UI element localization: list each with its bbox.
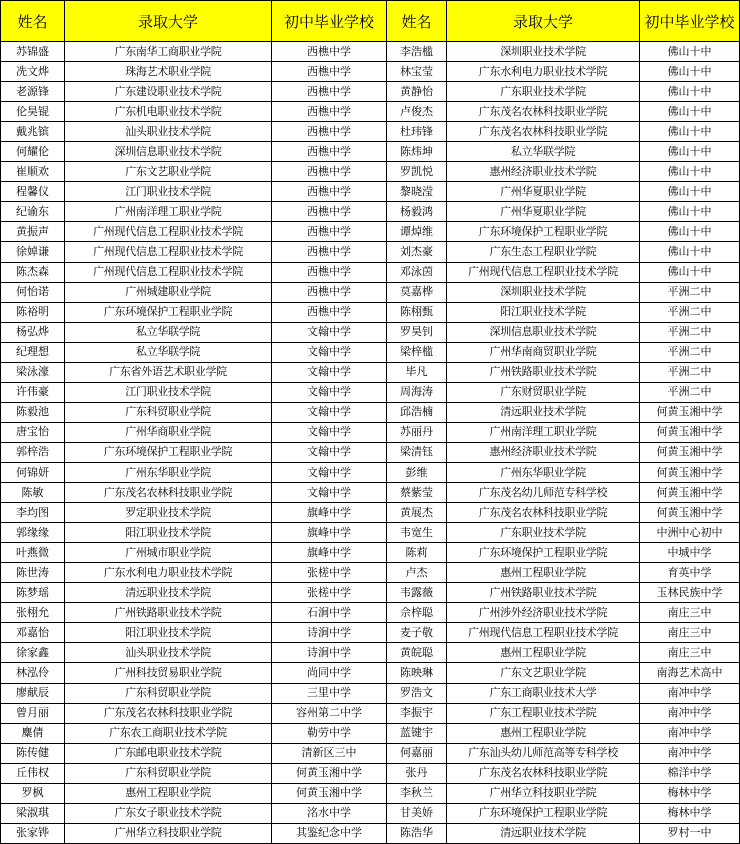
university-cell: 惠州经济职业技术学院 <box>447 162 640 182</box>
university-cell: 广东建设职业技术学院 <box>65 82 272 102</box>
university-cell: 广东环境保护工程职业学院 <box>447 222 640 242</box>
middle-school-cell: 佛山十中 <box>640 102 740 122</box>
university-cell: 广东茂名农林科技职业学院 <box>65 483 272 503</box>
middle-school-cell: 三里中学 <box>272 683 387 703</box>
student-name-cell: 陈映琳 <box>387 663 447 683</box>
student-name-cell: 麋倩 <box>1 723 65 743</box>
university-cell: 惠州工程职业学院 <box>447 723 640 743</box>
student-name-cell: 黄静怡 <box>387 82 447 102</box>
middle-school-cell: 西樵中学 <box>272 282 387 302</box>
university-cell: 广东职业技术学院 <box>447 82 640 102</box>
university-cell: 深圳职业技术学院 <box>447 42 640 62</box>
student-name-cell: 周海涛 <box>387 382 447 402</box>
middle-school-cell: 平洲二中 <box>640 342 740 362</box>
university-cell: 广州华立科技职业学院 <box>65 823 272 843</box>
university-cell: 广州城市职业学院 <box>65 543 272 563</box>
student-name-cell: 郭缘缘 <box>1 523 65 543</box>
university-cell: 广东职业技术学院 <box>447 523 640 543</box>
student-name-cell: 毕凡 <box>387 362 447 382</box>
student-name-cell: 张丹 <box>387 763 447 783</box>
university-cell: 广东文艺职业学院 <box>65 162 272 182</box>
table-row <box>1 122 740 142</box>
header-middle-school: 初中毕业学校 <box>640 1 740 42</box>
student-name-cell: 曾月丽 <box>1 703 65 723</box>
university-cell: 广东茂名农林科技职业学院 <box>447 763 640 783</box>
middle-school-cell: 西樵中学 <box>272 42 387 62</box>
middle-school-cell: 石涧中学 <box>272 603 387 623</box>
student-name-cell: 苏锦盛 <box>1 42 65 62</box>
university-cell: 广东茂名农林科技职业学院 <box>447 102 640 122</box>
student-name-cell: 甘美娇 <box>387 803 447 823</box>
table-row <box>1 142 740 162</box>
middle-school-cell: 南海艺术高中 <box>640 663 740 683</box>
middle-school-cell: 西樵中学 <box>272 102 387 122</box>
table-row <box>1 42 740 62</box>
student-name-cell: 李均图 <box>1 503 65 523</box>
university-cell: 广东文艺职业学院 <box>447 663 640 683</box>
table-row <box>1 422 740 442</box>
header-university: 录取大学 <box>65 1 272 42</box>
middle-school-cell: 尚同中学 <box>272 663 387 683</box>
table-row <box>1 803 740 823</box>
student-name-cell: 韦露薇 <box>387 583 447 603</box>
table-row <box>1 763 740 783</box>
student-name-cell: 张家铧 <box>1 823 65 843</box>
university-cell: 惠州工程职业学院 <box>447 643 640 663</box>
middle-school-cell: 棉洋中学 <box>640 763 740 783</box>
table-row <box>1 823 740 843</box>
student-name-cell: 卢俊杰 <box>387 102 447 122</box>
student-name-cell: 陈传健 <box>1 743 65 763</box>
table-row <box>1 302 740 322</box>
university-cell: 广东邮电职业技术学院 <box>65 743 272 763</box>
university-cell: 广东女子职业技术学院 <box>65 803 272 823</box>
middle-school-cell: 何黄玉湘中学 <box>640 402 740 422</box>
student-name-cell: 杜玮锋 <box>387 122 447 142</box>
student-name-cell: 罗浩文 <box>387 683 447 703</box>
student-name-cell: 丘伟权 <box>1 763 65 783</box>
table-row <box>1 643 740 663</box>
student-name-cell: 陈莉 <box>387 543 447 563</box>
student-name-cell: 黎晓滢 <box>387 182 447 202</box>
middle-school-cell: 何黄玉湘中学 <box>640 442 740 462</box>
student-name-cell: 陈梦瑶 <box>1 583 65 603</box>
student-name-cell: 罗凯悦 <box>387 162 447 182</box>
university-cell: 私立华联学院 <box>65 342 272 362</box>
student-name-cell: 陈敏 <box>1 483 65 503</box>
university-cell: 惠州经济职业技术学院 <box>447 442 640 462</box>
university-cell: 广东环境保护工程职业学院 <box>447 803 640 823</box>
middle-school-cell: 佛山十中 <box>640 242 740 262</box>
middle-school-cell: 南冲中学 <box>640 683 740 703</box>
university-cell: 广州城建职业学院 <box>65 282 272 302</box>
university-cell: 广州华商职业学院 <box>65 422 272 442</box>
student-name-cell: 叶燕微 <box>1 543 65 563</box>
university-cell: 广州华夏职业学院 <box>447 202 640 222</box>
student-name-cell: 陈毅池 <box>1 402 65 422</box>
table-row <box>1 563 740 583</box>
table-row <box>1 382 740 402</box>
middle-school-cell: 西樵中学 <box>272 122 387 142</box>
table-row <box>1 262 740 282</box>
table-row <box>1 282 740 302</box>
university-cell: 广东环境保护工程职业学院 <box>447 543 640 563</box>
student-name-cell: 陈浩华 <box>387 823 447 843</box>
student-name-cell: 纪谕东 <box>1 202 65 222</box>
middle-school-cell: 何黄玉湘中学 <box>640 483 740 503</box>
student-name-cell: 彭维 <box>387 462 447 482</box>
university-cell: 江门职业技术学院 <box>65 182 272 202</box>
middle-school-cell: 西樵中学 <box>272 262 387 282</box>
university-cell: 广州铁路职业技术学院 <box>65 603 272 623</box>
student-name-cell: 蓝键宇 <box>387 723 447 743</box>
university-cell: 广州现代信息工程职业技术学院 <box>447 262 640 282</box>
student-name-cell: 邓嘉怡 <box>1 623 65 643</box>
student-name-cell: 戴兆镔 <box>1 122 65 142</box>
student-name-cell: 罗昊钊 <box>387 322 447 342</box>
student-name-cell: 何怡诺 <box>1 282 65 302</box>
university-cell: 广东水利电力职业技术学院 <box>447 62 640 82</box>
middle-school-cell: 南庄三中 <box>640 643 740 663</box>
university-cell: 清远职业技术学院 <box>447 402 640 422</box>
middle-school-cell: 张槎中学 <box>272 583 387 603</box>
student-name-cell: 黄振声 <box>1 222 65 242</box>
table-body <box>1 42 740 844</box>
student-name-cell: 罗枫 <box>1 783 65 803</box>
header-middle-school: 初中毕业学校 <box>272 1 387 42</box>
middle-school-cell: 南庄三中 <box>640 623 740 643</box>
student-name-cell: 陈杰森 <box>1 262 65 282</box>
middle-school-cell: 中洲中心初中 <box>640 523 740 543</box>
middle-school-cell: 西樵中学 <box>272 82 387 102</box>
student-name-cell: 徐家鑫 <box>1 643 65 663</box>
university-cell: 广州铁路职业技术学院 <box>447 583 640 603</box>
middle-school-cell: 文翰中学 <box>272 483 387 503</box>
middle-school-cell: 西樵中学 <box>272 202 387 222</box>
university-cell: 私立华联学院 <box>447 142 640 162</box>
university-cell: 广州现代信息工程职业技术学院 <box>65 222 272 242</box>
middle-school-cell: 育英中学 <box>640 563 740 583</box>
table-row <box>1 322 740 342</box>
university-cell: 广东科贸职业学院 <box>65 763 272 783</box>
table-row <box>1 402 740 422</box>
university-cell: 广州涉外经济职业技术学院 <box>447 603 640 623</box>
middle-school-cell: 诗涧中学 <box>272 643 387 663</box>
header-row <box>1 1 740 42</box>
university-cell: 广州东华职业学院 <box>447 462 640 482</box>
middle-school-cell: 佛山十中 <box>640 262 740 282</box>
university-cell: 阳江职业技术学院 <box>65 623 272 643</box>
middle-school-cell: 佛山十中 <box>640 42 740 62</box>
table-row <box>1 663 740 683</box>
student-name-cell: 陈栩甄 <box>387 302 447 322</box>
middle-school-cell: 诗涧中学 <box>272 623 387 643</box>
university-cell: 广东农工商职业技术学院 <box>65 723 272 743</box>
middle-school-cell: 中城中学 <box>640 543 740 563</box>
university-cell: 广东水利电力职业技术学院 <box>65 563 272 583</box>
student-name-cell: 崔顺欢 <box>1 162 65 182</box>
student-name-cell: 陈炜坤 <box>387 142 447 162</box>
middle-school-cell: 西樵中学 <box>272 142 387 162</box>
middle-school-cell: 西樵中学 <box>272 162 387 182</box>
middle-school-cell: 清新区三中 <box>272 743 387 763</box>
middle-school-cell: 容州第二中学 <box>272 703 387 723</box>
student-name-cell: 李浩槛 <box>387 42 447 62</box>
middle-school-cell: 何黄玉湘中学 <box>272 783 387 803</box>
middle-school-cell: 文翰中学 <box>272 402 387 422</box>
university-cell: 广州现代信息工程职业技术学院 <box>65 262 272 282</box>
table-row <box>1 202 740 222</box>
university-cell: 广东汕头幼儿师范高等专科学校 <box>447 743 640 763</box>
university-cell: 广东工商职业技术大学 <box>447 683 640 703</box>
student-name-cell: 何耀伦 <box>1 142 65 162</box>
student-name-cell: 陈世涛 <box>1 563 65 583</box>
middle-school-cell: 勒劳中学 <box>272 723 387 743</box>
middle-school-cell: 文翰中学 <box>272 422 387 442</box>
table-row <box>1 683 740 703</box>
student-name-cell: 佘梓聪 <box>387 603 447 623</box>
middle-school-cell: 平洲二中 <box>640 322 740 342</box>
middle-school-cell: 文翰中学 <box>272 382 387 402</box>
middle-school-cell: 佛山十中 <box>640 122 740 142</box>
student-name-cell: 杨弘烨 <box>1 322 65 342</box>
university-cell: 广州铁路职业技术学院 <box>447 362 640 382</box>
middle-school-cell: 何黄玉湘中学 <box>272 763 387 783</box>
student-name-cell: 伦昊锟 <box>1 102 65 122</box>
middle-school-cell: 南冲中学 <box>640 723 740 743</box>
university-cell: 深圳信息职业技术学院 <box>65 142 272 162</box>
university-cell: 广东茂名农林科技职业学院 <box>447 503 640 523</box>
middle-school-cell: 张槎中学 <box>272 563 387 583</box>
university-cell: 广东省外语艺术职业学院 <box>65 362 272 382</box>
student-name-cell: 梁泳濠 <box>1 362 65 382</box>
university-cell: 惠州工程职业学院 <box>447 563 640 583</box>
university-cell: 清远职业技术学院 <box>447 823 640 843</box>
student-name-cell: 廖献辰 <box>1 683 65 703</box>
university-cell: 广州现代信息工程职业技术学院 <box>65 242 272 262</box>
table-row <box>1 222 740 242</box>
header-name: 姓名 <box>387 1 447 42</box>
university-cell: 广州华立科技职业学院 <box>447 783 640 803</box>
middle-school-cell: 佛山十中 <box>640 62 740 82</box>
university-cell: 广东茂名幼儿师范专科学校 <box>447 483 640 503</box>
student-name-cell: 邱浩楠 <box>387 402 447 422</box>
university-cell: 广州科技贸易职业学院 <box>65 663 272 683</box>
table-row <box>1 362 740 382</box>
table-row <box>1 102 740 122</box>
student-name-cell: 梁梓槛 <box>387 342 447 362</box>
middle-school-cell: 西樵中学 <box>272 222 387 242</box>
middle-school-cell: 洺水中学 <box>272 803 387 823</box>
middle-school-cell: 西樵中学 <box>272 182 387 202</box>
university-cell: 广东工程职业技术学院 <box>447 703 640 723</box>
student-name-cell: 何嘉丽 <box>387 743 447 763</box>
university-cell: 广东科贸职业学院 <box>65 402 272 422</box>
middle-school-cell: 佛山十中 <box>640 202 740 222</box>
university-cell: 罗定职业技术学院 <box>65 503 272 523</box>
student-name-cell: 梁淑琪 <box>1 803 65 823</box>
student-name-cell: 林泓伶 <box>1 663 65 683</box>
middle-school-cell: 文翰中学 <box>272 362 387 382</box>
middle-school-cell: 南冲中学 <box>640 703 740 723</box>
university-cell: 广东机电职业技术学院 <box>65 102 272 122</box>
middle-school-cell: 西樵中学 <box>272 242 387 262</box>
middle-school-cell: 玉林民族中学 <box>640 583 740 603</box>
student-name-cell: 谭焯维 <box>387 222 447 242</box>
middle-school-cell: 何黄玉湘中学 <box>640 503 740 523</box>
university-cell: 深圳信息职业技术学院 <box>447 322 640 342</box>
student-name-cell: 纪理想 <box>1 342 65 362</box>
university-cell: 广州南洋理工职业学院 <box>65 202 272 222</box>
table-row <box>1 583 740 603</box>
university-cell: 广东茂名农林科技职业学院 <box>447 122 640 142</box>
table-row <box>1 783 740 803</box>
student-name-cell: 郭梓浩 <box>1 442 65 462</box>
university-cell: 广东茂名农林科技职业学院 <box>65 703 272 723</box>
middle-school-cell: 旗峰中学 <box>272 543 387 563</box>
middle-school-cell: 何黄玉湘中学 <box>640 422 740 442</box>
middle-school-cell: 其鉴纪念中学 <box>272 823 387 843</box>
table-row <box>1 703 740 723</box>
student-name-cell: 卢杰 <box>387 563 447 583</box>
middle-school-cell: 罗村一中 <box>640 823 740 843</box>
student-name-cell: 邓泳茵 <box>387 262 447 282</box>
table-row <box>1 342 740 362</box>
university-cell: 广州东华职业学院 <box>65 462 272 482</box>
student-name-cell: 冼文烨 <box>1 62 65 82</box>
student-name-cell: 苏丽丹 <box>387 422 447 442</box>
student-name-cell: 黄展杰 <box>387 503 447 523</box>
student-name-cell: 唐宝怡 <box>1 422 65 442</box>
table-row <box>1 242 740 262</box>
middle-school-cell: 南庄三中 <box>640 603 740 623</box>
middle-school-cell: 平洲二中 <box>640 382 740 402</box>
table-row <box>1 162 740 182</box>
university-cell: 惠州工程职业学院 <box>65 783 272 803</box>
table-row <box>1 743 740 763</box>
table-row <box>1 543 740 563</box>
university-cell: 私立华联学院 <box>65 322 272 342</box>
university-cell: 广东环境保护工程职业学院 <box>65 442 272 462</box>
middle-school-cell: 梅林中学 <box>640 783 740 803</box>
student-name-cell: 莫嘉桦 <box>387 282 447 302</box>
university-cell: 广州现代信息工程职业技术学院 <box>447 623 640 643</box>
middle-school-cell: 平洲二中 <box>640 302 740 322</box>
university-cell: 深圳职业技术学院 <box>447 282 640 302</box>
student-name-cell: 老源锋 <box>1 82 65 102</box>
student-name-cell: 黄皖聪 <box>387 643 447 663</box>
middle-school-cell: 旗峰中学 <box>272 503 387 523</box>
university-cell: 广州南洋理工职业学院 <box>447 422 640 442</box>
student-name-cell: 蔡紫莹 <box>387 483 447 503</box>
middle-school-cell: 平洲二中 <box>640 282 740 302</box>
university-cell: 广东财贸职业学院 <box>447 382 640 402</box>
student-name-cell: 何锦妍 <box>1 462 65 482</box>
university-cell: 广州华南商贸职业学院 <box>447 342 640 362</box>
university-cell: 广州华夏职业学院 <box>447 182 640 202</box>
student-name-cell: 林宝莹 <box>387 62 447 82</box>
table-row <box>1 623 740 643</box>
middle-school-cell: 文翰中学 <box>272 442 387 462</box>
university-cell: 清远职业技术学院 <box>65 583 272 603</box>
student-name-cell: 许伟豪 <box>1 382 65 402</box>
university-cell: 江门职业技术学院 <box>65 382 272 402</box>
student-name-cell: 刘杰豪 <box>387 242 447 262</box>
table-row <box>1 503 740 523</box>
middle-school-cell: 文翰中学 <box>272 322 387 342</box>
table-row <box>1 442 740 462</box>
student-name-cell: 李振宇 <box>387 703 447 723</box>
middle-school-cell: 文翰中学 <box>272 462 387 482</box>
student-name-cell: 程馨仪 <box>1 182 65 202</box>
student-name-cell: 梁清钰 <box>387 442 447 462</box>
table-row <box>1 723 740 743</box>
university-cell: 广东科贸职业学院 <box>65 683 272 703</box>
university-cell: 广东南华工商职业学院 <box>65 42 272 62</box>
student-name-cell: 杨毅鸿 <box>387 202 447 222</box>
university-cell: 阳江职业技术学院 <box>65 523 272 543</box>
table-row <box>1 483 740 503</box>
student-name-cell: 徐婥谦 <box>1 242 65 262</box>
middle-school-cell: 佛山十中 <box>640 162 740 182</box>
header-name: 姓名 <box>1 1 65 42</box>
student-name-cell: 陈裕明 <box>1 302 65 322</box>
table-row <box>1 603 740 623</box>
middle-school-cell: 西樵中学 <box>272 302 387 322</box>
middle-school-cell: 佛山十中 <box>640 222 740 242</box>
table-row <box>1 523 740 543</box>
middle-school-cell: 佛山十中 <box>640 82 740 102</box>
student-name-cell: 麦子敬 <box>387 623 447 643</box>
middle-school-cell: 文翰中学 <box>272 342 387 362</box>
university-cell: 汕头职业技术学院 <box>65 122 272 142</box>
student-name-cell: 李秋兰 <box>387 783 447 803</box>
middle-school-cell: 平洲二中 <box>640 362 740 382</box>
middle-school-cell: 旗峰中学 <box>272 523 387 543</box>
middle-school-cell: 梅林中学 <box>640 803 740 823</box>
middle-school-cell: 何黄玉湘中学 <box>640 462 740 482</box>
university-cell: 汕头职业技术学院 <box>65 643 272 663</box>
university-cell: 广东生态工程职业学院 <box>447 242 640 262</box>
middle-school-cell: 佛山十中 <box>640 182 740 202</box>
middle-school-cell: 南冲中学 <box>640 743 740 763</box>
middle-school-cell: 西樵中学 <box>272 62 387 82</box>
table-row <box>1 462 740 482</box>
student-name-cell: 韦宽生 <box>387 523 447 543</box>
middle-school-cell: 佛山十中 <box>640 142 740 162</box>
university-cell: 珠海艺术职业学院 <box>65 62 272 82</box>
student-name-cell: 张栩允 <box>1 603 65 623</box>
table-row <box>1 62 740 82</box>
table-row <box>1 182 740 202</box>
university-cell: 阳江职业技术学院 <box>447 302 640 322</box>
table-row <box>1 82 740 102</box>
header-university: 录取大学 <box>447 1 640 42</box>
university-cell: 广东环境保护工程职业学院 <box>65 302 272 322</box>
